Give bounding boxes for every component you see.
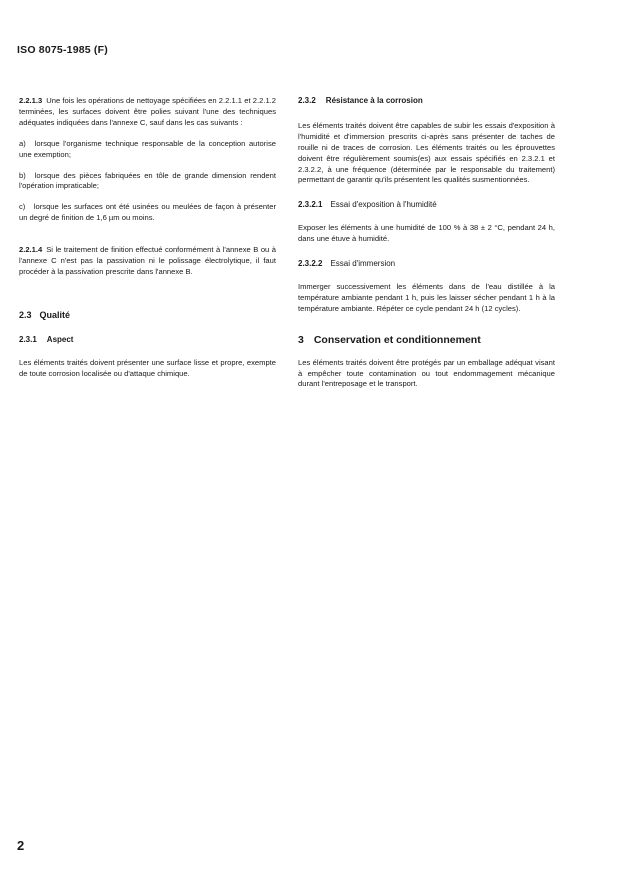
clause-title: Essai d'immersion (330, 259, 396, 269)
clause-title: Essai d'exposition à l'humidité (330, 200, 437, 210)
clause-text: Une fois les opérations de nettoyage spécifiées en 2.2.1.1 et 2.2.1.2 terminées, les surfaces doivent être polies suivant l'une des techniques adéquates indiquées dans l'annexe C, sauf dans les cas suivants : (19, 96, 276, 127)
subsection-title: Résistance à la corrosion (325, 96, 423, 105)
subsection-heading-2-3-1 (19, 335, 276, 346)
list-item-text: lorsque des pièces fabriquées en tôle de grande dimension rendent l'opération impraticable; (19, 170, 276, 191)
paragraph-2-2-1-3 (19, 96, 276, 129)
list-item-b (19, 171, 276, 193)
paragraph-2-2-1-4 (19, 245, 276, 278)
clause-number: 2.2.1.4 (19, 245, 43, 255)
paragraph-2-3-2-2: Immerger successivement les éléments dans de l'eau distillée à la température ambiante pendant 1 h, puis les laisser sécher pendant 1 h à la température ambiante. Répéter ce cycle pendant 24 h (12 cycles). (298, 281, 555, 313)
paragraph-2-3-1: Les éléments traités doivent présenter une surface lisse et propre, exempte de toute corrosion localisée ou d'attaque chimique. (19, 357, 276, 378)
section-number: 3 (298, 333, 304, 346)
page-number: 2 (17, 838, 25, 853)
clause-heading-2-3-2-2 (298, 259, 555, 270)
paragraph-2-3-2: Les éléments traités doivent être capables de subir les essais d'exposition à l'humidité et d'immersion prescrits ci-après sans présenter de taches de rouille ni de traces de corrosion. Les éléments traités ou les éprouvettes doivent être régulièrement soumis(es) aux essais spécifiés en 2.3.2.1 et 2.3.2.2, à une fréquence (déterminée par le responsable du traitement) permettant de garantir qu'ils présentent les qualités susmentionnées. (298, 120, 555, 185)
document-header: ISO 8075-1985 (F) (17, 44, 108, 56)
right-column (298, 96, 555, 390)
section-heading-3 (298, 335, 555, 346)
list-item-text: lorsque l'organisme technique responsable de la conception autorise une exemption; (19, 138, 276, 159)
paragraph-3: Les éléments traités doivent être protégés par un emballage adéquat visant à empêcher toute contamination ou tout endommagement mécanique durant l'entreposage et le transport. (298, 357, 555, 389)
list-item-label: c) (19, 202, 26, 212)
clause-text: Si le traitement de finition effectué conformément à l'annexe B ou à l'annexe C n'est pas la passivation ni le polissage électrolytique, il faut procéder à la passivation prescrite dans l'annexe B. (19, 245, 276, 276)
section-title: Qualité (39, 309, 71, 320)
section-title: Conservation et conditionnement (313, 333, 481, 346)
subsection-title: Aspect (46, 334, 74, 344)
section-number: 2.3 (19, 309, 32, 320)
list-item-a (19, 139, 276, 161)
list-item-label: a) (19, 138, 26, 148)
paragraph-2-3-2-1: Exposer les éléments à une humidité de 100 % à 38 ± 2 °C, pendant 24 h, dans une étuve à humidité. (298, 223, 555, 244)
list-item-c (19, 202, 276, 224)
left-column (19, 96, 276, 380)
clause-number: 2.3.2.2 (298, 259, 323, 269)
clause-number: 2.2.1.3 (19, 96, 43, 105)
clause-heading-2-3-2-1 (298, 200, 555, 211)
list-item-text: lorsque les surfaces ont été usinées ou meulées de façon à présenter un degré de finition de 1,6 µm ou moins. (19, 202, 276, 223)
subsection-heading-2-3-2 (298, 96, 555, 107)
clause-number: 2.3.2.1 (298, 200, 323, 210)
subsection-number: 2.3.2 (298, 96, 316, 105)
list-item-label: b) (19, 170, 26, 180)
subsection-number: 2.3.1 (19, 334, 37, 344)
section-heading-2-3 (19, 310, 276, 321)
